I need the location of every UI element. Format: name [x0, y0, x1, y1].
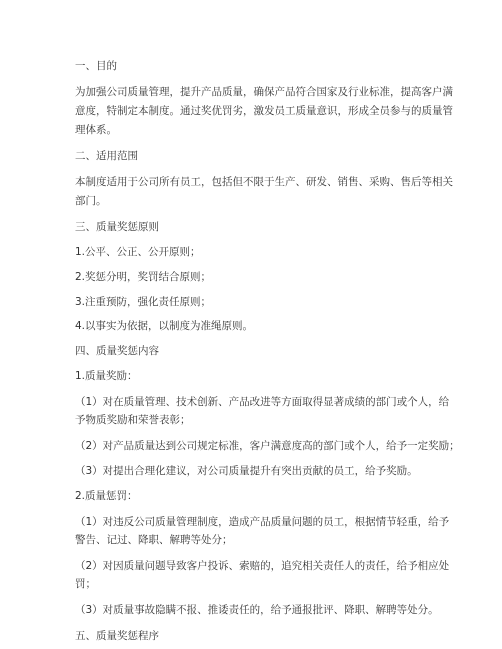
paragraph-line: 本制度适用于公司所有员工，包括但不限于生产、研发、销售、采购、售后等相关: [75, 176, 453, 188]
list-item: （2）对因质量问题导致客户投诉、索赔的，追究相关责任人的责任，给予相应处: [75, 560, 450, 572]
list-item: 4.以事实为依据，以制度为准绳原则。: [75, 320, 254, 332]
section-heading-purpose: 一、目的: [75, 60, 117, 72]
list-item: 予物质奖励和荣誉表彰；: [75, 414, 191, 426]
list-item: 1.公平、公正、公开原则；: [75, 246, 201, 258]
paragraph-line: 为加强公司质量管理，提升产品质量，确保产品符合国家及行业标准，提高客户满: [75, 86, 453, 98]
paragraph-line: 意度，特制定本制度。通过奖优罚劣，激发员工质量意识，形成全员参与的质量管: [75, 105, 453, 117]
list-item: 警告、记过、降职、解聘等处分；: [75, 534, 233, 546]
paragraph-line: 理体系。: [75, 124, 117, 136]
list-item: （1）对违反公司质量管理制度，造成产品质量问题的员工，根据情节轻重，给予: [75, 516, 450, 528]
list-item: （2）对产品质量达到公司规定标准，客户满意度高的部门或个人，给予一定奖励；: [75, 440, 460, 452]
list-item: 罚；: [75, 578, 96, 590]
section-heading-procedure: 五、质量奖惩程序: [75, 630, 159, 642]
subheading-reward: 1.质量奖励：: [75, 370, 138, 382]
section-heading-scope: 二、适用范围: [75, 150, 138, 162]
list-item: （3）对提出合理化建议，对公司质量提升有突出贡献的员工，给予奖励。: [75, 465, 418, 477]
list-item: 2.奖惩分明，奖罚结合原则；: [75, 271, 212, 283]
list-item: 3.注重预防，强化责任原则；: [75, 296, 212, 308]
section-heading-content: 四、质量奖惩内容: [75, 345, 159, 357]
section-heading-principles: 三、质量奖惩原则: [75, 221, 159, 233]
paragraph-line: 部门。: [75, 195, 107, 207]
list-item: （3）对质量事故隐瞒不报、推诿责任的，给予通报批评、降职、解聘等处分。: [75, 604, 439, 616]
subheading-penalty: 2.质量惩罚：: [75, 490, 138, 502]
list-item: （1）对在质量管理、技术创新、产品改进等方面取得显著成绩的部门或个人，给: [75, 396, 450, 408]
